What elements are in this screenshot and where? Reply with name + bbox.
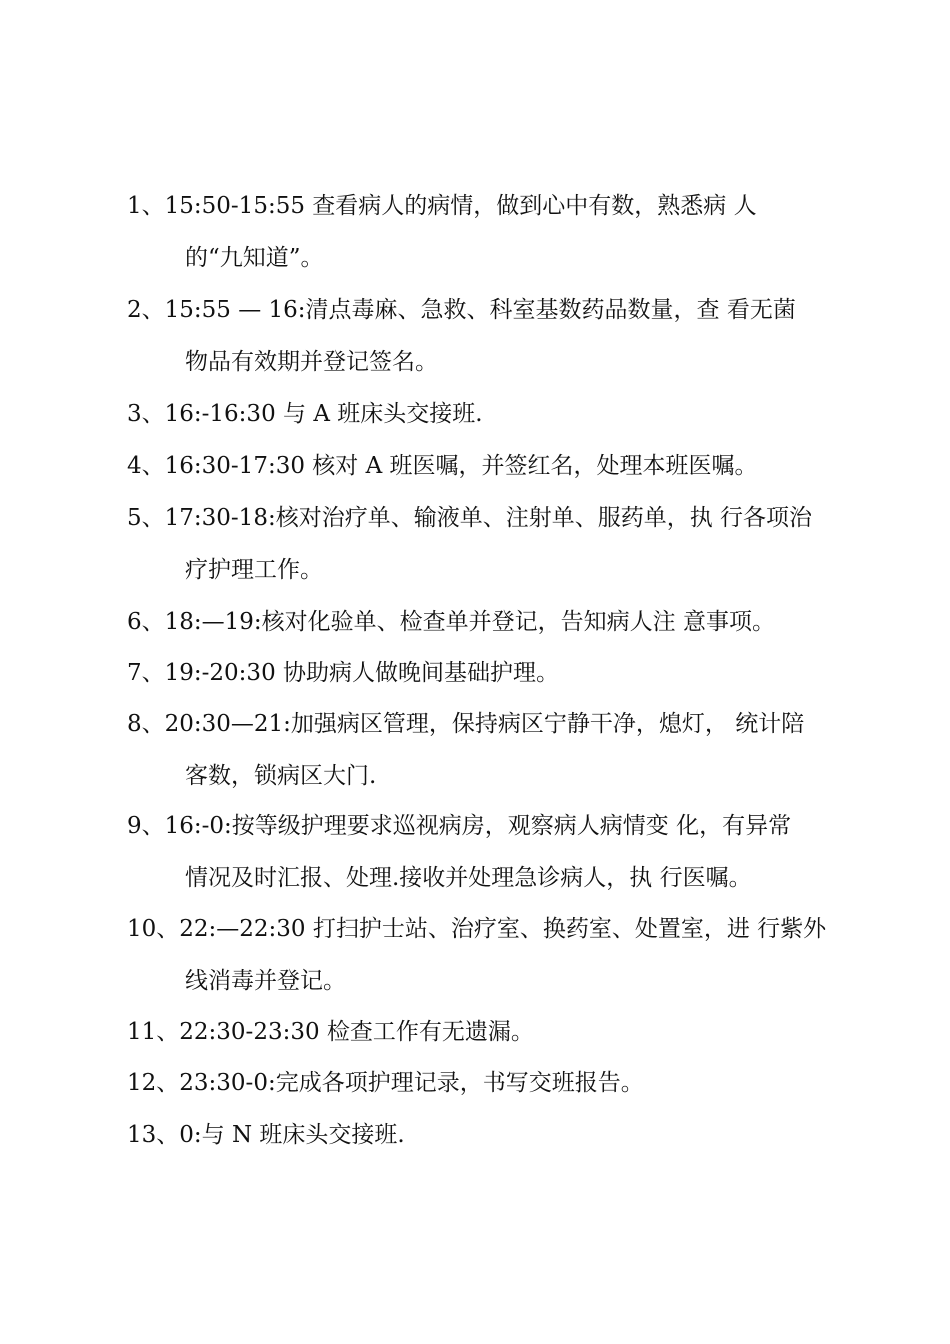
list-item-9 xyxy=(127,800,842,904)
list-item-7 xyxy=(127,647,842,699)
item-line: 12、23:30-0:完成各项护理记录，书写交班报告。 xyxy=(127,1070,644,1096)
item-line: 6、18:—19:核对化验单、检查单并登记，告知病人注 意事项。 xyxy=(127,609,775,635)
list-item-2 xyxy=(127,284,842,388)
item-line-continuation: 疗护理工作。 xyxy=(185,557,323,583)
item-line: 8、20:30—21:加强病区管理，保持病区宁静干净，熄灯， 统计陪 xyxy=(127,711,805,737)
item-line: 1、15:50-15:55 查看病人的病情，做到心中有数，熟悉病 人 xyxy=(127,193,757,219)
list-item-1 xyxy=(127,180,842,284)
item-line: 2、15:55 — 16:清点毒麻、急救、科室基数药品数量，查 看无菌 xyxy=(127,297,796,323)
list-item-6 xyxy=(127,596,842,648)
list-item-4 xyxy=(127,440,842,492)
list-item-11 xyxy=(127,1006,842,1058)
item-line: 10、22:—22:30 打扫护士站、治疗室、换药室、处置室，进 行紫外 xyxy=(127,916,827,942)
item-line: 5、17:30-18:核对治疗单、输液单、注射单、服药单，执 行各项治 xyxy=(127,505,813,531)
item-line-continuation: 线消毒并登记。 xyxy=(185,968,346,994)
item-line: 7、19:-20:30 协助病人做晚间基础护理。 xyxy=(127,660,560,686)
item-line-continuation: 物品有效期并登记签名。 xyxy=(185,349,438,375)
list-item-12 xyxy=(127,1057,842,1109)
list-item-13 xyxy=(127,1109,842,1161)
list-item-5 xyxy=(127,492,842,596)
item-line: 13、0:与 N 班床头交接班. xyxy=(127,1122,405,1148)
item-line: 3、16:-16:30 与 A 班床头交接班. xyxy=(127,401,483,427)
item-line: 4、16:30-17:30 核对 A 班医嘱，并签红名，处理本班医嘱。 xyxy=(127,453,758,479)
item-line-continuation: 情况及时汇报、处理.接收并处理急诊病人，执 行医嘱。 xyxy=(185,865,752,891)
list-item-8 xyxy=(127,698,842,802)
item-line: 9、16:-0:按等级护理要求巡视病房，观察病人病情变 化，有异常 xyxy=(127,813,792,839)
list-item-3 xyxy=(127,388,842,440)
item-line-continuation: 的“九知道”。 xyxy=(185,245,324,271)
item-line-continuation: 客数，锁病区大门. xyxy=(185,763,377,789)
item-line: 11、22:30-23:30 检查工作有无遗漏。 xyxy=(127,1019,534,1045)
list-item-10 xyxy=(127,903,842,1007)
